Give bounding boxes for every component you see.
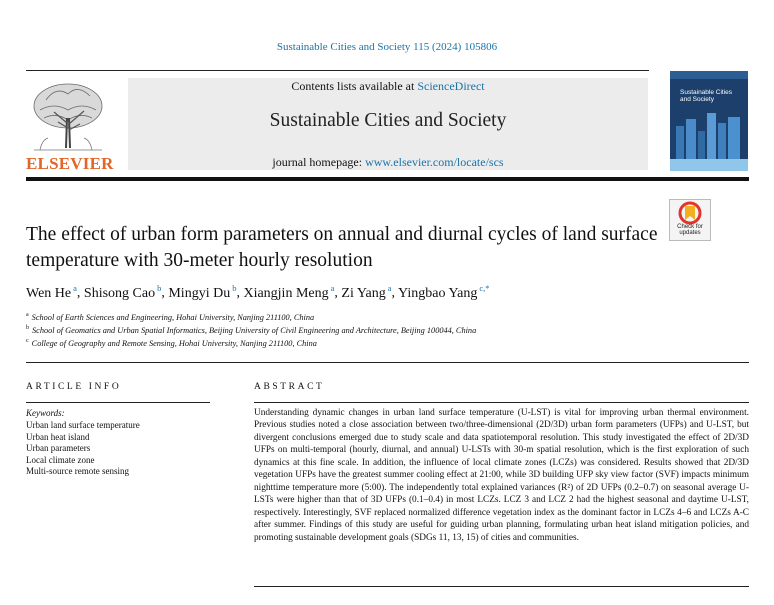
abstract-text: Understanding dynamic changes in urban land surface temperature (U-LST) is vital for improving urban thermal environment. Previous studies noted a close association between two/three-dimensional (2D/3D) urban form parameters (UFPs) and U-LST, but divergent conclusions emerged due to study scale and data spatiotemporal resolution. This study investigated the effect of 2D/3D UFPs on multi-temporal (hourly, diurnal, and annual) U-LSTs with 30-m spatial resolution, which is the first exploration of such dynamics at this fine scale. In addition, the influence of local climate zones (LCZs) was considered. Results showed that 2D/3D vegetation UFPs have the greatest summer cooling effect at 21:00, while 3D building UFP sky view factor (SVF) impacts minimum nighttime temperature more (5:00). The independently total explained variances (R²) of 2D UFPs (0.2–0.7) on seasonal average U-LSTs were higher than that of 3D UFPs (0.1–0.4) in most LCZs. LCZ 3 and LCZ 2 had the highest seasonal and daytime U-LST, respectively. Interestingly, SVF replaced normalized difference vegetation index as the dominant factor in LCZs 4–6 and LCZs A-C after summer. Findings of this study are useful for guiding urban planning, formulating urban heat island mitigation policies, and promoting sustainable development goals (SDGs 11, 13, 15) of cities and communities. <box>254 408 749 543</box>
keywords-label: Keywords: <box>26 408 65 418</box>
contents-prefix: Contents lists available at <box>291 79 418 93</box>
header-thick-rule <box>26 177 749 181</box>
top-rule <box>26 70 649 71</box>
journal-citation[interactable]: Sustainable Cities and Society 115 (2024) 105806 <box>276 41 498 53</box>
journal-cover-image[interactable] <box>670 71 748 171</box>
author[interactable]: Wen He $^a$ <box>26 283 77 301</box>
contents-line <box>128 79 648 94</box>
homepage-line <box>128 155 648 170</box>
homepage-prefix: journal homepage: <box>272 155 366 169</box>
keyword[interactable]: Local climate zone <box>26 454 95 465</box>
author[interactable]: Yingbao Yang $^{c,*}$ <box>398 283 490 301</box>
publisher-wordmark[interactable]: ELSEVIER <box>26 154 114 173</box>
author[interactable]: Xiangjin Meng $^a$ <box>243 283 335 301</box>
section-rule <box>26 362 749 363</box>
abstract-bottom-rule <box>254 586 749 587</box>
homepage-link[interactable]: www.elsevier.com/locate/scs <box>365 155 504 169</box>
author[interactable]: Shisong Cao $^b$ <box>83 283 162 301</box>
author[interactable]: Mingyi Du $^b$ <box>168 283 237 301</box>
affiliation: $^b$ School of Geomatics and Urban Spatial Informatics, Beijing University of Civil Engineering and Architecture, Beijing 100044, China <box>26 325 477 335</box>
article-info-heading: ARTICLE INFO <box>26 382 122 392</box>
keyword[interactable]: Urban heat island <box>26 431 90 442</box>
article-title: The effect of urban form parameters on annual and diurnal cycles of land surface temperature with 30-meter hourly resolution <box>26 224 658 271</box>
badge-label: Check for updates <box>677 224 703 237</box>
sciencedirect-link[interactable]: ScienceDirect <box>417 79 485 93</box>
affiliation: $^c$ College of Geography and Remote Sensing, Hohai University, Nanjing 211100, China <box>26 338 317 348</box>
journal-title[interactable]: Sustainable Cities and Society <box>269 110 507 131</box>
author-list: Wen He $^a$, Shisong Cao $^b$, Mingyi Du $^b$, Xiangjin Meng $^a$, Zi Yang $^a$, Yingbao Yang $^{c,*}$ <box>26 283 490 301</box>
author[interactable]: Zi Yang $^a$ <box>341 283 392 301</box>
keyword[interactable]: Urban land surface temperature <box>26 420 140 430</box>
abstract-rule <box>254 402 749 403</box>
article-info-rule <box>26 402 210 403</box>
keywords-list <box>26 420 140 478</box>
keyword[interactable]: Urban parameters <box>26 443 91 454</box>
bookmark-icon <box>670 201 710 225</box>
abstract-heading: ABSTRACT <box>254 382 325 392</box>
check-for-updates-badge[interactable] <box>669 199 711 241</box>
journal-banner <box>128 78 648 170</box>
keyword[interactable]: Multi-source remote sensing <box>26 466 129 477</box>
cover-title: Sustainable Cities and Society <box>680 89 733 104</box>
affiliation: $^a$ School of Earth Sciences and Engineering, Hohai University, Nanjing 211100, China <box>26 312 315 322</box>
